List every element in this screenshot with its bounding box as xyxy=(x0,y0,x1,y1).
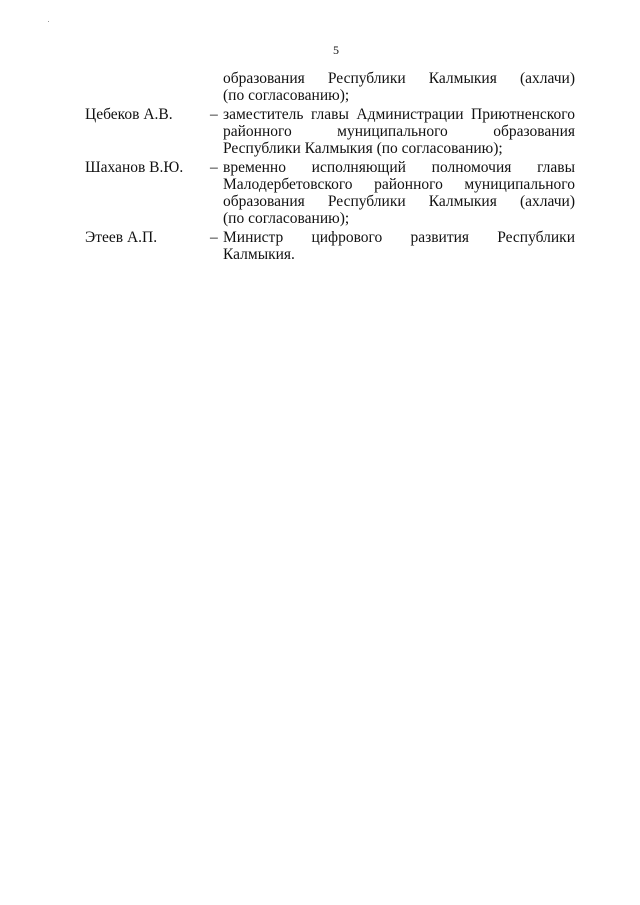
member-name: Цебеков А.В. xyxy=(85,106,173,123)
dash: – xyxy=(210,106,218,123)
member-list xyxy=(85,70,575,263)
member-row xyxy=(85,229,575,263)
member-name: Шаханов В.Ю. xyxy=(85,159,184,176)
text-line: Малодербетовского районного муниципального xyxy=(223,176,575,193)
dash: – xyxy=(210,229,218,246)
page-number: 5 xyxy=(333,43,339,57)
member-row xyxy=(85,106,575,157)
member-name: Этеев А.П. xyxy=(85,229,158,246)
text-line: образования Республики Калмыкия (ахлачи) xyxy=(223,193,575,210)
text-line: временно исполняющий полномочия главы xyxy=(223,159,575,176)
text-line: (по согласованию); xyxy=(223,87,350,104)
member-description xyxy=(223,106,575,157)
scan-speck xyxy=(48,21,49,22)
text-line: Республики Калмыкия (по согласованию); xyxy=(223,140,503,157)
text-line: образования Республики Калмыкия (ахлачи) xyxy=(223,70,575,87)
continuation-text xyxy=(223,70,575,104)
text-line: заместитель главы Администрации Приютненского xyxy=(223,106,575,123)
member-description xyxy=(223,159,575,227)
text-line: Министр цифрового развития Республики xyxy=(223,229,575,246)
text-line: Калмыкия. xyxy=(223,246,295,263)
text-line: (по согласованию); xyxy=(223,210,350,227)
dash: – xyxy=(210,159,218,176)
text-line: районного муниципального образования xyxy=(223,123,575,140)
member-description xyxy=(223,229,575,263)
member-row xyxy=(85,159,575,227)
